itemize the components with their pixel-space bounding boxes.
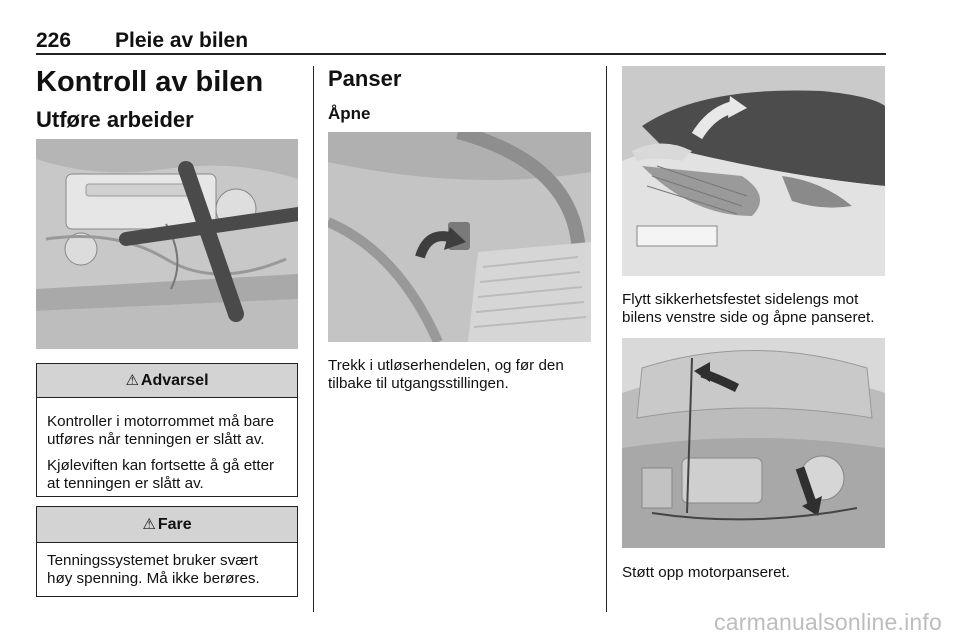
chapter-title: Pleie av bilen — [115, 29, 249, 52]
warning-triangle-icon: ⚠ — [142, 516, 156, 533]
danger-box — [36, 506, 298, 597]
subsection-open: Åpne — [328, 104, 371, 123]
danger-box-body — [37, 543, 297, 596]
warning-box-body — [37, 398, 297, 501]
engine-bay-illustration — [36, 139, 298, 349]
section-title: Kontroll av bilen — [36, 66, 264, 98]
page-number: 226 — [36, 29, 72, 52]
hood-latch-illustration — [622, 66, 885, 276]
danger-paragraph: Tenningssystemet bruker svært høy spenning. Må ikke berøres. — [47, 552, 260, 587]
open-caption: Trekk i utløserhendelen, og før den tilbake til utgangsstillingen. — [328, 357, 564, 392]
danger-label: Fare — [157, 516, 192, 533]
warning-label: Advarsel — [140, 372, 209, 389]
column-divider-2 — [606, 66, 607, 612]
section-subtitle: Utføre arbeider — [36, 107, 194, 132]
warning-box-header — [37, 364, 297, 398]
column-divider-1 — [313, 66, 314, 612]
warning-paragraph: Kontroller i motorrommet må bare utføres når tenningen er slått av. — [47, 413, 275, 448]
release-lever-illustration — [328, 132, 591, 342]
danger-box-header — [37, 507, 297, 543]
section-title-panser: Panser — [328, 66, 402, 91]
watermark: carmanualsonline.info — [714, 609, 942, 635]
latch-caption: Flytt sikkerhetsfestet sidelengs mot bilens venstre side og åpne panseret. — [622, 291, 875, 326]
hood-prop-illustration — [622, 338, 885, 548]
prop-caption: Støtt opp motorpanseret. — [622, 564, 790, 581]
warning-box — [36, 363, 298, 497]
warning-paragraph: Kjøleviften kan fortsette å gå etter at tenningen er slått av. — [47, 457, 275, 492]
header-rule — [36, 53, 886, 55]
warning-triangle-icon: ⚠ — [125, 372, 139, 389]
